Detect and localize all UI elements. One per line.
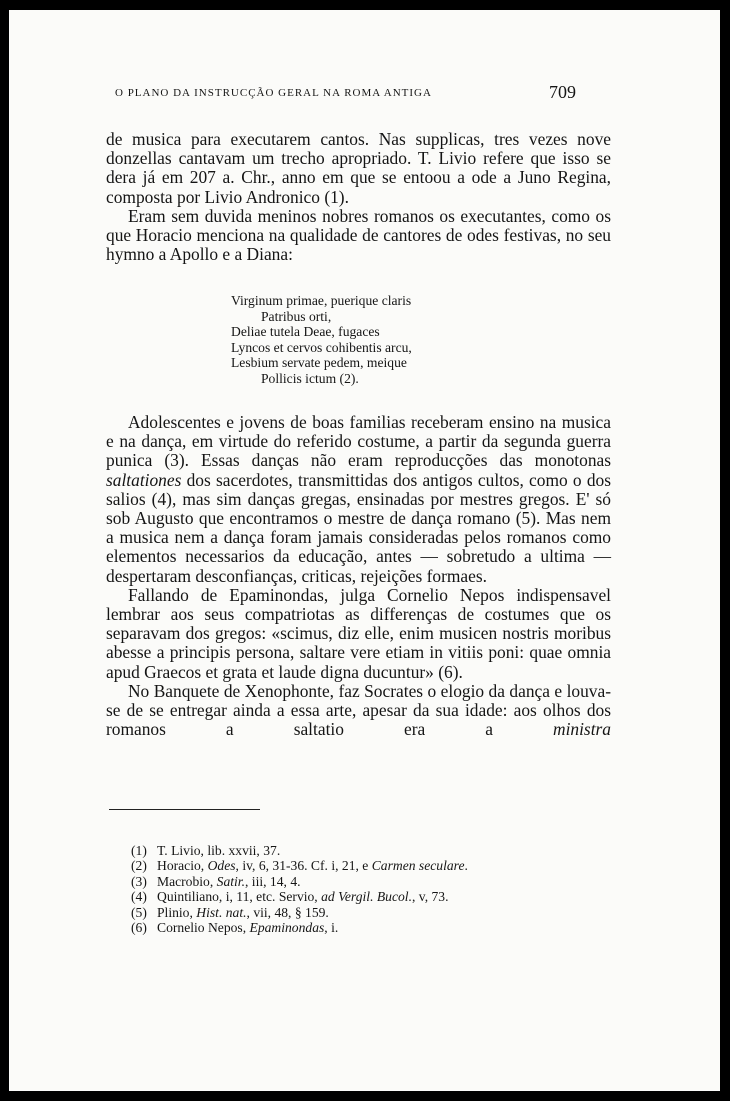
- verse-line: Lyncos et cervos cohibentis arcu,: [231, 339, 412, 355]
- paragraph-4: Fallando de Epaminondas, julga Cornelio Nepos indispensavel lembrar aos seus compatriotas as differenças de costumes que os separavam dos gregos: «scimus, diz elle, enim musicen nostris moribus abesse a principis persona, saltare vere etiam in vitiis poni: quae omnia apud Graecos et grata et laude digna ducuntur» (6).: [106, 584, 611, 682]
- footnote-text: Macrobio,: [157, 873, 217, 889]
- page-number: 709: [549, 82, 576, 102]
- footnote: [131, 920, 468, 935]
- footnote-text: Horacio,: [157, 858, 208, 874]
- footnote-text: Quintiliano, i, 11, etc. Servio,: [157, 889, 322, 905]
- running-header: O PLANO DA INSTRUCÇÃO GERAL NA ROMA ANTIGA: [115, 87, 432, 99]
- footnote-number: (5): [131, 904, 147, 920]
- footnote-number: (6): [131, 920, 147, 936]
- verse-line: Deliae tutela Deae, fugaces: [231, 324, 380, 340]
- footnote: [131, 843, 468, 858]
- verse-line: Lesbium servate pedem, meique: [231, 355, 407, 371]
- footnote-text: , iii, 14, 4.: [245, 873, 301, 889]
- paragraph-3-italic: saltationes: [106, 469, 182, 490]
- footnote-text: , vii, 48, § 159.: [246, 904, 329, 920]
- paragraph-3-text-b: dos sacerdotes, transmittidas dos antigos cultos, como o dos salios (4), mas sim danças gregas, ensinadas por mestres gregos. E' só sob Augusto que encontramos o mestre de dança romano (5). Mas nem a musica nem a dança foram jamais consideradas pelos romanos como elementos necessarios da educação, antes — sobretudo a ultima — despertaram desconfianças, criticas, rejeições formaes.: [106, 469, 611, 586]
- footnote-italic: Satir.: [216, 873, 245, 889]
- paragraph-3: [106, 413, 611, 586]
- verse-line: Virginum primae, puerique claris: [231, 293, 412, 308]
- latin-verse-quote: [231, 293, 412, 387]
- footnote-text: , i.: [324, 920, 339, 936]
- footnote-text: , v, 73.: [411, 889, 449, 905]
- paragraph-1: de musica para executarem cantos. Nas supplicas, tres vezes nove donzellas cantavam um trecho apropriado. T. Livio refere que isso se dera já em 207 a. Chr., anno em que se entoou a ode a Juno Regina, composta por Livio Andronico (1).: [106, 129, 611, 207]
- footnote-text: Cornelio Nepos,: [157, 920, 250, 936]
- footnote-italic: ad Vergil. Bucol.: [321, 889, 412, 905]
- footnote-text: .: [464, 858, 468, 874]
- footnote-italic: Carmen seculare: [371, 858, 465, 874]
- paragraph-2: Eram sem duvida meninos nobres romanos os executantes, como os que Horacio menciona na qualidade de cantores de odes festivas, no seu hymno a Apollo e a Diana:: [106, 205, 611, 265]
- footnote-text: T. Livio, lib. xxvii, 37.: [157, 843, 281, 858]
- footnote-text: , iv, 6, 31-36. Cf. i, 21, e: [235, 858, 372, 874]
- footnote: [131, 905, 468, 920]
- footnote-number: (3): [131, 873, 147, 889]
- footnote-italic: Hist. nat.: [196, 904, 247, 920]
- body-text-upper: [106, 130, 611, 264]
- footnotes: [131, 843, 468, 935]
- book-page: [9, 10, 720, 1091]
- paragraph-3-text-a: Adolescentes e jovens de boas familias receberam ensino na musica e na dança, em virtude do referido costume, a partir da segunda guerra punica (3). Essas danças não eram reproducções das monotonas: [106, 412, 611, 471]
- body-text-lower: [106, 413, 611, 739]
- footnote-italic: Odes: [207, 858, 236, 874]
- footnote-divider: [109, 809, 260, 810]
- footnote: [131, 874, 468, 889]
- footnote-text: Plinio,: [157, 904, 197, 920]
- verse-line: Patribus orti,: [261, 308, 332, 324]
- paragraph-5-italic: ministra: [553, 719, 611, 740]
- footnote-number: (4): [131, 889, 147, 905]
- verse-line: Pollicis ictum (2).: [261, 370, 359, 386]
- paragraph-5: [106, 682, 611, 740]
- footnote-number: (1): [131, 843, 147, 858]
- footnote: [131, 858, 468, 873]
- footnote: [131, 889, 468, 904]
- paragraph-5-text: No Banquete de Xenophonte, faz Socrates o elogio da dança e louva-se de se entregar ainda a essa arte, apesar da sua idade: aos olhos dos romanos a saltatio era a: [106, 680, 611, 740]
- footnote-italic: Epaminondas: [249, 920, 325, 936]
- footnote-number: (2): [131, 858, 147, 874]
